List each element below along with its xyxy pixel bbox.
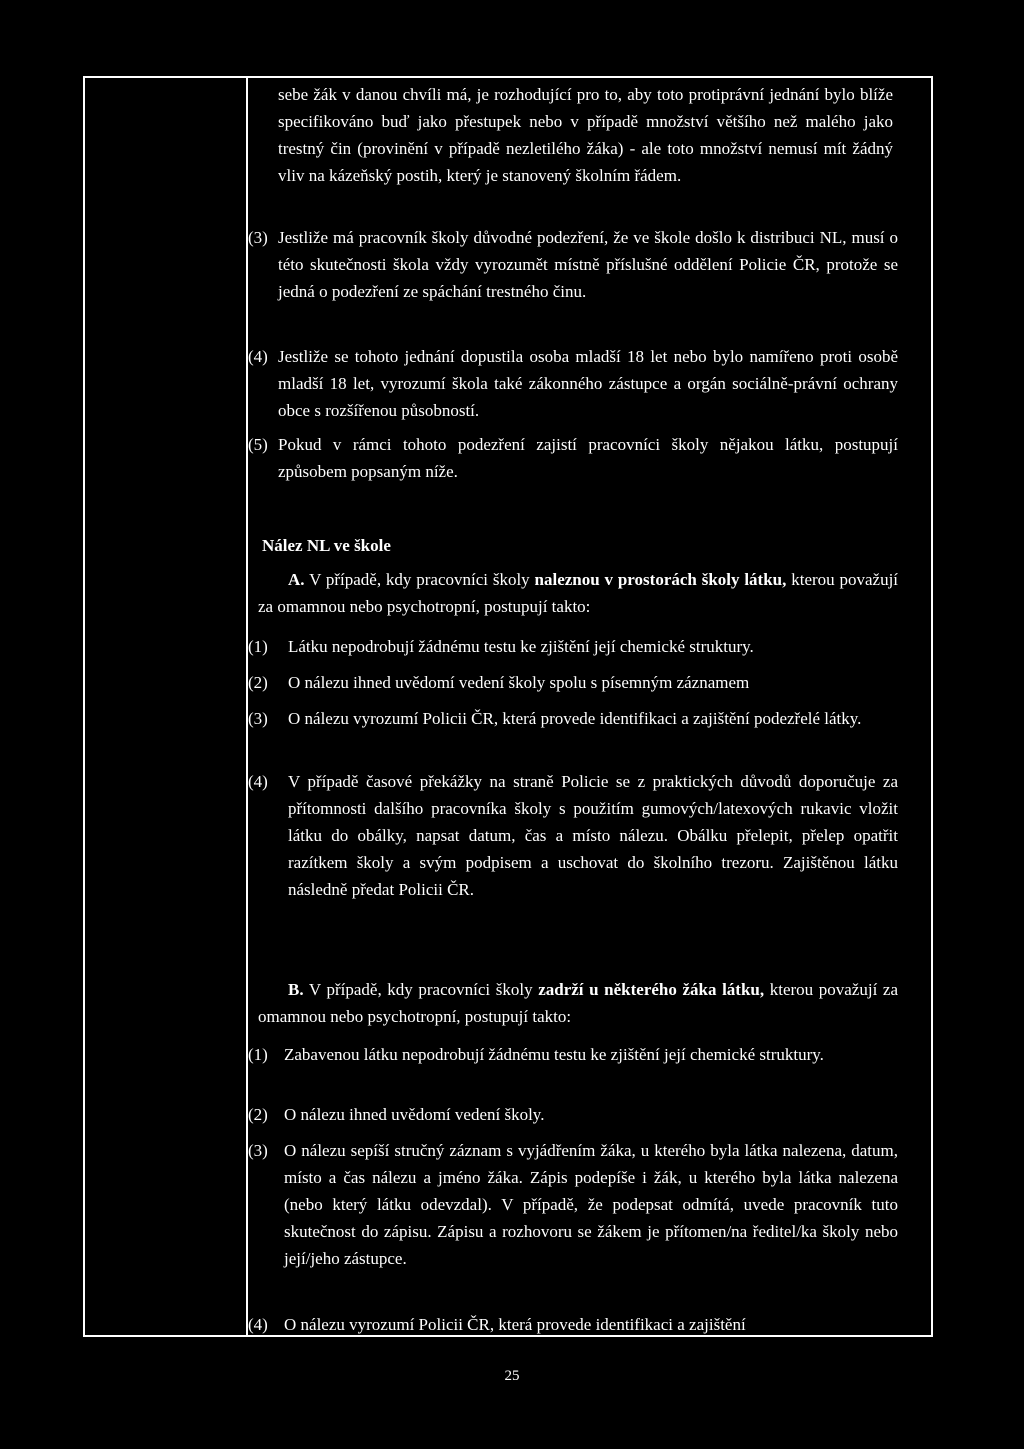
item-text: Jestliže se tohoto jednání dopustila osoba mladší 18 let nebo bylo namířeno proti osobě mladší 18 let, vyrozumí škola také zákonného zástupce a orgán sociálně-právní ochrany obce s rozšířenou působností. xyxy=(278,347,898,420)
item-number: (4) xyxy=(248,1315,268,1334)
page-number: 25 xyxy=(504,1368,520,1384)
item-text: V případě časové překážky na straně Policie se z praktických důvodů doporučuje za přítomnosti dalšího pracovníka školy s použitím gumových/latexových rukavic vložit látku do obálky, napsat datum, čas a místo nálezu. Obálku přelepit, přelep opatřit razítkem školy a svým podpisem a uschovat do školního trezoru. Zajištěnou látku následně předat Policii ČR. xyxy=(288,772,898,899)
list-item xyxy=(248,224,898,305)
section-a-lead xyxy=(258,566,898,620)
item-text: O nálezu sepíší stručný záznam s vyjádřením žáka, u kterého byla látka nalezena, datum, místo a čas nálezu a jméno žáka. Zápis podepíše i žák, u kterého byla látka nalezena (nebo který látku odevzdal). V případě, že podepsat odmítá, uvede pracovník tuto skutečnost do zápisu. Zápisu a rozhovoru se žákem je přítomen/na ředitel/ka školy nebo její/jeho zástupce. xyxy=(284,1141,898,1268)
item-text: Látku nepodrobují žádnému testu ke zjištění její chemické struktury. xyxy=(288,637,754,656)
section-b-letter: B. xyxy=(288,980,304,999)
section-b-lead xyxy=(258,976,898,1030)
item-text: O nálezu ihned uvědomí vedení školy spolu s písemným záznamem xyxy=(288,673,750,692)
item-text: Zabavenou látku nepodrobují žádnému testu ke zjištění její chemické struktury. xyxy=(284,1045,824,1064)
section-heading: Nález NL ve škole xyxy=(262,536,391,555)
item-number: (1) xyxy=(248,1045,268,1064)
list-item xyxy=(248,1137,898,1272)
list-item xyxy=(248,633,898,660)
item-number: (4) xyxy=(248,772,268,791)
item-text: O nálezu ihned uvědomí vedení školy. xyxy=(284,1105,545,1124)
item-number: (4) xyxy=(248,347,268,366)
list-item xyxy=(248,705,898,732)
list-item xyxy=(248,343,898,424)
intro-paragraph: sebe žák v danou chvíli má, je rozhodující pro to, aby toto protiprávní jednání bylo blíže specifikováno buď jako přestupek nebo v případě množství většího než malého jako trestný čin (provinění v případě nezletilého žáka) - ale toto množství nemusí mít žádný vliv na kázeňský postih, který je stanovený školním řádem. xyxy=(278,85,893,185)
section-a-pre: V případě, kdy pracovníci školy xyxy=(309,570,530,589)
item-number: (3) xyxy=(248,228,268,247)
content-cell xyxy=(248,78,931,1335)
item-number: (3) xyxy=(248,1141,268,1160)
item-text: Jestliže má pracovník školy důvodné podezření, že ve škole došlo k distribuci NL, musí o této skutečnosti škola vždy vyrozumět místně příslušné oddělení Policie ČR, protože se jedná o podezření ze spáchání trestného činu. xyxy=(278,228,898,301)
item-number: (2) xyxy=(248,1105,268,1124)
section-b-pre: V případě, kdy pracovníci školy xyxy=(308,980,533,999)
item-number: (2) xyxy=(248,673,268,692)
section-a-letter: A. xyxy=(288,570,305,589)
list-item xyxy=(248,1311,898,1338)
section-b-bold: zadrží u některého žáka látku, xyxy=(538,980,765,999)
item-number: (3) xyxy=(248,709,268,728)
section-b-post: kterou považují za omamnou nebo psychotropní, postupují takto: xyxy=(258,980,898,1026)
section-a-bold: naleznou v prostorách školy látku, xyxy=(534,570,787,589)
list-item xyxy=(248,1101,898,1128)
item-text: O nálezu vyrozumí Policii ČR, která provede identifikaci a zajištění podezřelé látky. xyxy=(288,709,862,728)
item-number: (1) xyxy=(248,637,268,656)
list-item xyxy=(248,1041,898,1068)
list-item xyxy=(248,431,898,485)
item-text: Pokud v rámci tohoto podezření zajistí pracovníci školy nějakou látku, postupují způsobem popsaným níže. xyxy=(278,435,898,481)
list-item xyxy=(248,768,898,903)
section-a-post: kterou považují za omamnou nebo psychotropní, postupují takto: xyxy=(258,570,899,616)
list-item xyxy=(248,669,898,696)
item-number: (5) xyxy=(248,435,268,454)
item-text: O nálezu vyrozumí Policii ČR, která provede identifikaci a zajištění xyxy=(284,1315,746,1334)
